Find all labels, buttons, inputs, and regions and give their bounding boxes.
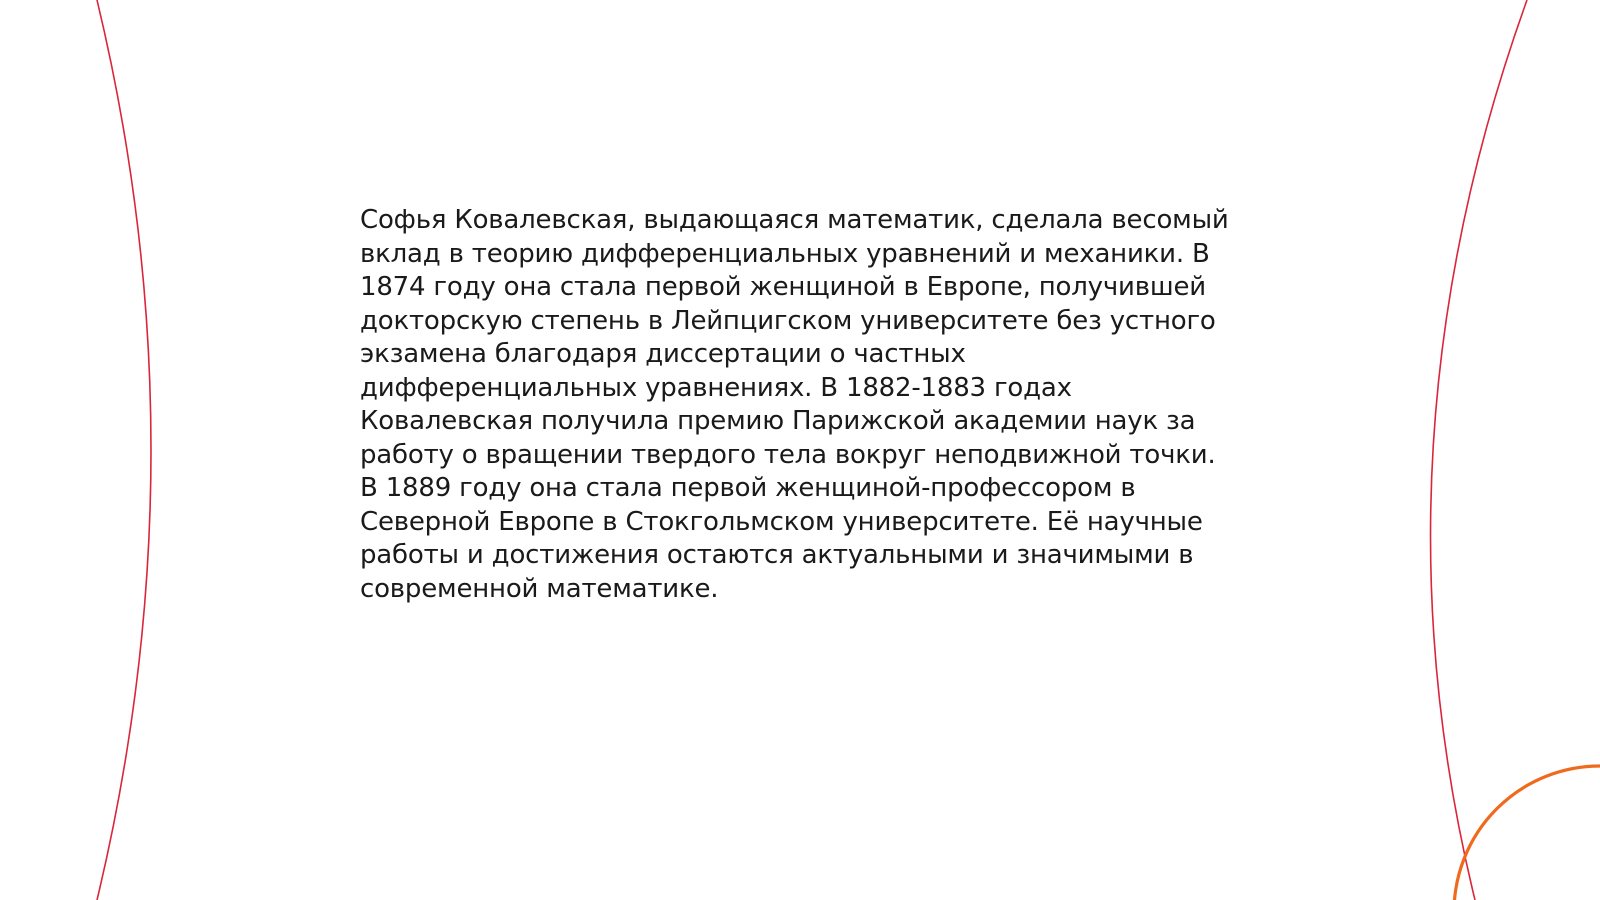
- paragraph-line: докторскую степень в Лейпцигском университете без устного: [360, 305, 1216, 336]
- paragraph-line: работы и достижения остаются актуальными и значимыми в: [360, 540, 1194, 570]
- paragraph-line: дифференциальных уравнениях. В 1882-1883 годах: [360, 372, 1072, 403]
- paragraph-line: Софья Ковалевская, выдающаяся математик, сделала весомый: [360, 205, 1229, 235]
- left-red-arc: [97, 0, 151, 900]
- slide-paragraph: [360, 204, 1240, 606]
- paragraph-line: экзамена благодаря диссертации о частных: [360, 339, 966, 369]
- paragraph-line: Ковалевская получила премию Парижской академии наук за: [360, 406, 1196, 436]
- paragraph-line: современной математике.: [360, 573, 719, 604]
- paragraph-line: вклад в теорию дифференциальных уравнений и механики. В: [360, 238, 1210, 269]
- right-red-arc: [1431, 0, 1527, 900]
- paragraph-line: 1874 году она стала первой женщиной в Европе, получившей: [360, 272, 1206, 302]
- paragraph-line: В 1889 году она стала первой женщиной-профессором в: [360, 473, 1136, 503]
- paragraph-line: работу о вращении твердого тела вокруг неподвижной точки.: [360, 439, 1216, 470]
- paragraph-line: Северной Европе в Стокгольмском университете. Её научные: [360, 506, 1203, 537]
- orange-circle-arc: [1454, 766, 1600, 900]
